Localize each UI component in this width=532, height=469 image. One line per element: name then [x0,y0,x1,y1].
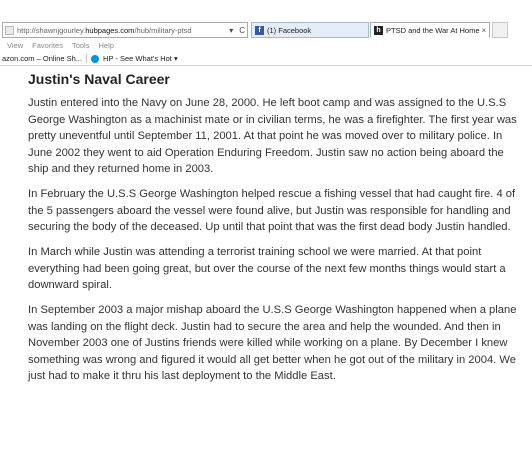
favorite-hp[interactable]: HP - See What's Hot ▾ [103,54,178,63]
page-favicon-icon [5,26,14,35]
browser-chrome [0,0,532,66]
article-paragraph: In February the U.S.S George Washington helped rescue a fishing vessel that had caught fire. 4 of the 5 passengers aboard the vessel were found alive, but Justin was responsible for handling and securing the body of the deceased. Up until that point that was the first dead body Justin handled. [28,188,516,233]
url-host: hubpages.com [85,25,135,35]
url-path: /hub/military-ptsd [134,25,192,35]
hubpages-icon: h [374,26,383,35]
article-paragraph: Justin entered into the Navy on June 28, 2000. He left boot camp and was assigned to the U.S.S George Washington as a machinist mate or in civilian terms, he was a firefighter. The first year was pretty uneventful until September 11, 2001. At that point he was moved over to military police. In June 2002 they went to aid Operation Enduring Freedom. Justin saw no action being aboard the ship and they returned home in 2003. [28,97,517,175]
article-paragraph: In March while Justin was attending a terrorist training school we were married. At that point everything had been going great, but over the course of the next few months things would start a downward spiral. [28,246,506,291]
address-buttons [225,23,245,37]
address-tab-row [0,22,532,38]
tab-label: PTSD and the War At Home [386,25,480,35]
hp-icon [91,55,99,63]
page-bottom [0,455,532,469]
address-bar[interactable] [2,22,248,38]
favorites-bar [2,54,178,63]
search-dropdown-icon[interactable]: ▾ [229,25,234,35]
tab-facebook[interactable] [251,22,369,38]
favorite-amazon[interactable]: azon.com – Online Sh... [2,54,83,63]
article-paragraph: In September 2003 a major mishap aboard the U.S.S George Washington happened when a plane was landing on the flight deck. Justin had to secure the area and help the wounded. And then in November 2003 one of Justins friends were killed while working on a plane. By December I knew something was wrong and figured it would all get better when he got out of the military in 2004. We just had to make it thru his last deployment to the Middle East. [28,304,517,382]
menu-bar [7,41,114,50]
favorites-divider [86,54,87,63]
close-tab-icon[interactable]: × [481,25,487,35]
article-content [28,71,518,393]
tab-ptsd-war-at-home[interactable] [370,22,490,38]
menu-view[interactable]: View [7,41,24,50]
url-prefix: http://shawnjgourley. [17,25,86,35]
article-title: Justin's Naval Career [28,71,170,87]
refresh-icon[interactable]: C [239,25,245,35]
tab-label: (1) Facebook [267,25,312,35]
menu-favorites[interactable]: Favorites [32,41,63,50]
menu-help[interactable]: Help [98,41,114,50]
menu-tools[interactable]: Tools [71,41,90,50]
facebook-icon: f [255,26,264,35]
new-tab-button[interactable] [492,22,508,38]
